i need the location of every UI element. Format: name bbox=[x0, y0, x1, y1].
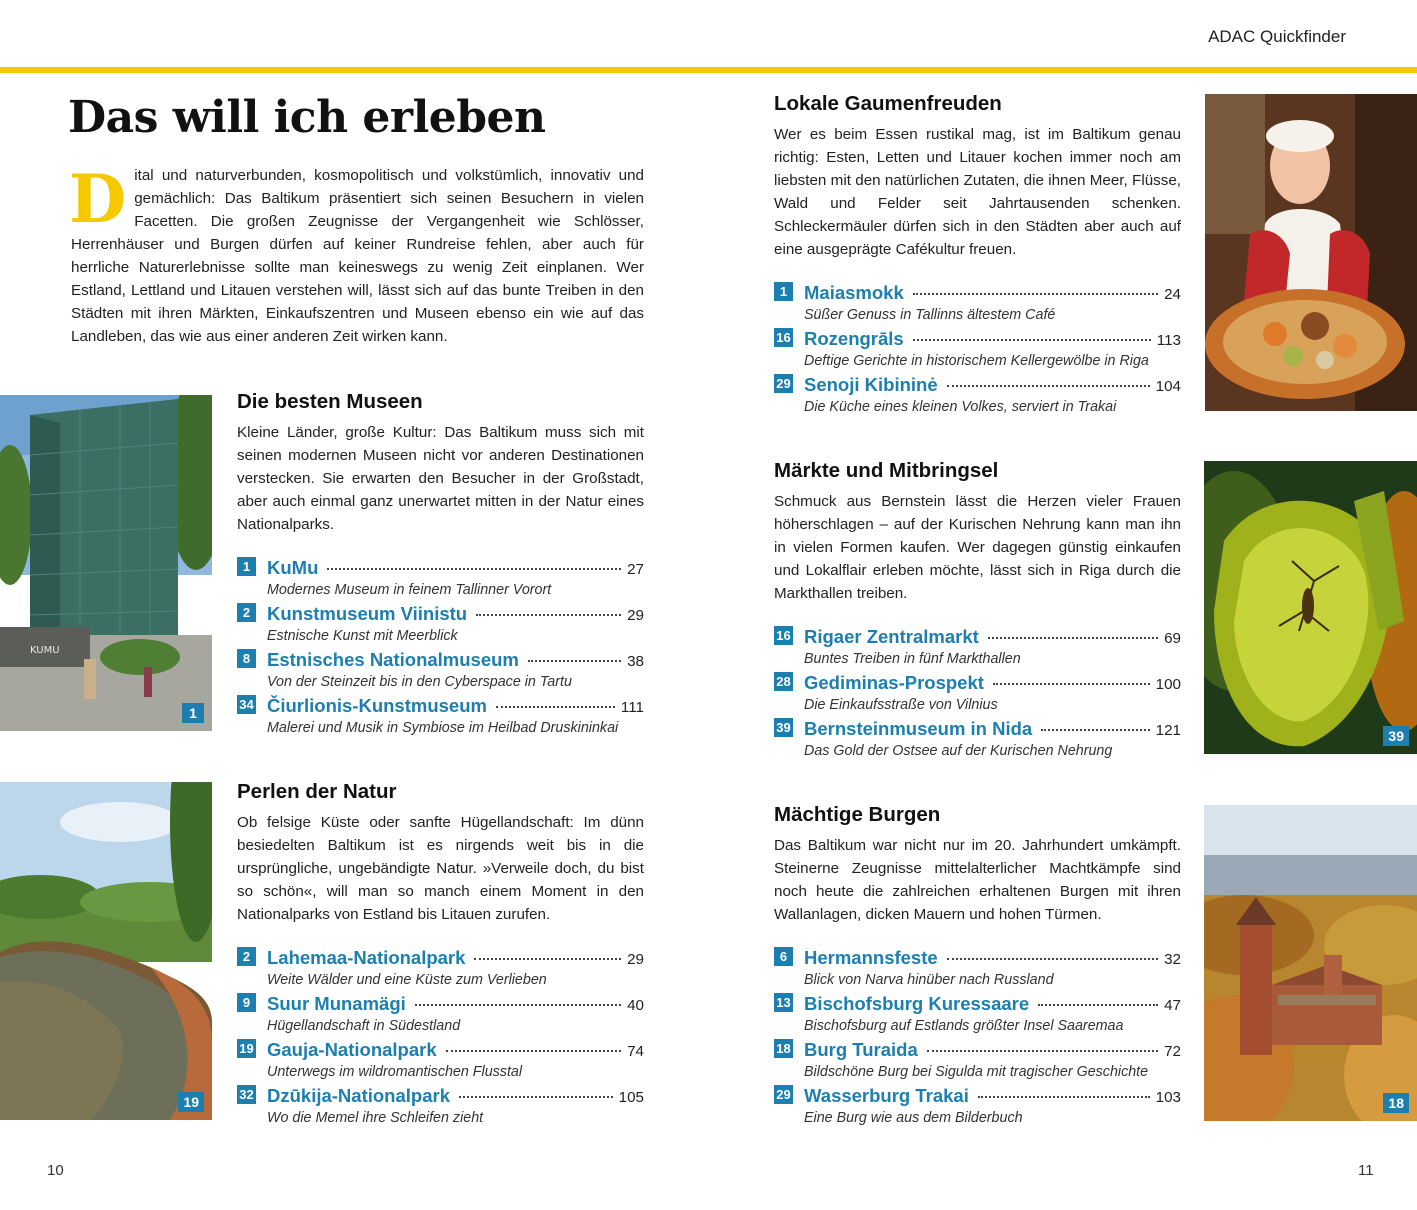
entry-name[interactable]: Suur Munamägi bbox=[267, 993, 406, 1014]
entry-number: 1 bbox=[237, 557, 256, 576]
entry-subtitle: Blick von Narva hinüber nach Russland bbox=[804, 972, 1054, 988]
entry-name[interactable]: Rigaer Zentralmarkt bbox=[804, 626, 979, 647]
leader-dots bbox=[528, 660, 621, 662]
entry-name[interactable]: Gediminas-Prospekt bbox=[804, 672, 984, 693]
entry-number: 28 bbox=[774, 672, 793, 691]
entry-page: 113 bbox=[1156, 332, 1181, 349]
list-item[interactable] bbox=[237, 556, 644, 602]
list-item[interactable] bbox=[774, 992, 1181, 1038]
leader-dots bbox=[474, 958, 621, 960]
entry-number: 19 bbox=[237, 1039, 256, 1058]
entry-page: 104 bbox=[1155, 378, 1181, 395]
entry-subtitle: Bischofsburg auf Estlands größter Insel Saaremaa bbox=[804, 1018, 1124, 1034]
castle-photo-badge: 18 bbox=[1383, 1093, 1409, 1113]
entry-number: 29 bbox=[774, 374, 793, 393]
entry-name[interactable]: Lahemaa-Nationalpark bbox=[267, 947, 466, 968]
entry-page: 29 bbox=[627, 607, 644, 624]
entry-name[interactable]: Dzūkija-Nationalpark bbox=[267, 1085, 450, 1106]
entry-name[interactable]: Hermannsfeste bbox=[804, 947, 938, 968]
entry-number: 9 bbox=[237, 993, 256, 1012]
section-natur bbox=[237, 780, 644, 1130]
intro-paragraph bbox=[69, 160, 644, 348]
leader-dots bbox=[988, 637, 1158, 639]
entry-subtitle: Die Küche eines kleinen Volkes, serviert in Trakai bbox=[804, 399, 1117, 415]
section-description: Schmuck aus Bernstein lässt die Herzen vieler Frauen höherschlagen – auf der Kurischen Nehrung kann man ihn in vielen Formen kaufen. Wer dagegen günstig einkaufen und Lokalflair erleben möchte, lässt sich in Riga durch die Markthallen treiben. bbox=[774, 493, 1181, 602]
entry-subtitle: Von der Steinzeit bis in den Cyberspace in Tartu bbox=[267, 674, 572, 690]
entry-subtitle: Die Einkaufsstraße von Vilnius bbox=[804, 697, 998, 713]
entry-name[interactable]: KuMu bbox=[267, 557, 319, 578]
list-item[interactable] bbox=[237, 1084, 644, 1130]
amber-photo-badge: 39 bbox=[1383, 726, 1409, 746]
leader-dots bbox=[327, 568, 621, 570]
intro-text: ital und naturverbunden, kosmopolitisch und volkstümlich, innovativ und gemächlich: Das Baltikum präsentiert sich seinen Besuchern in vielen Facetten. Die großen Zeugnisse der Vergangenheit wie Schlösser, Herrenhäuser und Burgen dürfen auf keiner Rundreise fehlen, aber auch für herrliche Naturerlebnisse sollte man keineswegs zu wenig Zeit einplanen. Wer Estland, Lettland und Litauen verstehen will, lässt sich auf das bunte Treiben in den Städten mit ihren Märkten, Einkaufszentren und Museen ebenso ein wie auf das Landleben, das wie aus einer anderen Zeit wirken kann. bbox=[71, 167, 644, 345]
entry-subtitle: Das Gold der Ostsee auf der Kurischen Nehrung bbox=[804, 743, 1113, 759]
entry-number: 1 bbox=[774, 282, 793, 301]
section-description: Wer es beim Essen rustikal mag, ist im Baltikum genau richtig: Esten, Letten und Litauer kochen immer noch am liebsten mit den natürlichen Zutaten, die ihnen Meer, Flüsse, Wald und Felder seit Jahrtausenden schenken. Schleckermäuler dürfen sich in den Städten aber auch auf eine ausgeprägte Cafékultur freuen. bbox=[774, 126, 1181, 258]
page-number-left: 10 bbox=[47, 1162, 64, 1179]
section-description: Ob felsige Küste oder sanfte Hügellandschaft: Im dünn besiedelten Baltikum ist es nirgends weit bis in die ursprüngliche, ungebändigte Natur. »Verweile doch, du bist so schön«, will man so manch einem Moment in den Nationalparks von Estland bis Litauen zurufen. bbox=[237, 814, 644, 923]
entry-page: 74 bbox=[627, 1043, 644, 1060]
entry-subtitle: Süßer Genuss in Tallinns ältestem Café bbox=[804, 307, 1056, 323]
entry-list bbox=[774, 946, 1181, 1130]
entry-subtitle: Bildschöne Burg bei Sigulda mit tragischer Geschichte bbox=[804, 1064, 1149, 1080]
entry-name[interactable]: Rozengrāls bbox=[804, 328, 904, 349]
museum-sign: KUMU bbox=[30, 645, 60, 656]
entry-list bbox=[237, 946, 644, 1130]
list-item[interactable] bbox=[237, 648, 644, 694]
entry-subtitle: Deftige Gerichte in historischem Kellergewölbe in Riga bbox=[804, 353, 1149, 369]
entry-name[interactable]: Kunstmuseum Viinistu bbox=[267, 603, 468, 624]
entry-subtitle: Hügellandschaft in Südestland bbox=[267, 1018, 461, 1034]
entry-page: 32 bbox=[1164, 951, 1181, 968]
entry-subtitle: Weite Wälder und eine Küste zum Verlieben bbox=[267, 972, 547, 988]
list-item[interactable] bbox=[237, 694, 644, 740]
section-burgen bbox=[774, 803, 1181, 1130]
section-museen bbox=[237, 390, 644, 740]
entry-page: 47 bbox=[1164, 997, 1181, 1014]
list-item[interactable] bbox=[774, 327, 1181, 373]
entry-subtitle: Modernes Museum in feinem Tallinner Vorort bbox=[267, 582, 552, 598]
list-item[interactable] bbox=[774, 1084, 1181, 1130]
section-description: Kleine Länder, große Kultur: Das Baltikum muss sich mit seinen modernen Museen nicht vor anderen Destinationen verstecken. Sie erwarten den Besucher in der Großstadt, aber auch einmal ganz unerwartet mitten in der Natur eines Nationalparks. bbox=[237, 424, 644, 533]
entry-number: 6 bbox=[774, 947, 793, 966]
list-item[interactable] bbox=[237, 992, 644, 1038]
entry-name[interactable]: Čiurlionis-Kunstmuseum bbox=[267, 695, 487, 716]
food-photo bbox=[1205, 94, 1417, 411]
entry-list bbox=[774, 625, 1181, 763]
list-item[interactable] bbox=[774, 373, 1181, 419]
list-item[interactable] bbox=[237, 946, 644, 992]
entry-number: 2 bbox=[237, 603, 256, 622]
list-item[interactable] bbox=[774, 1038, 1181, 1084]
entry-subtitle: Wo die Memel ihre Schleifen zieht bbox=[267, 1110, 484, 1126]
entry-number: 32 bbox=[237, 1085, 256, 1104]
entry-subtitle: Malerei und Musik in Symbiose im Heilbad Druskininkai bbox=[267, 720, 619, 736]
entry-page: 103 bbox=[1155, 1089, 1181, 1106]
museum-photo-badge: 1 bbox=[182, 703, 204, 723]
leader-dots bbox=[913, 293, 1158, 295]
leader-dots bbox=[913, 339, 1151, 341]
nature-photo bbox=[0, 782, 212, 1120]
entry-name[interactable]: Bischofsburg Kuressaare bbox=[804, 993, 1030, 1014]
entry-number: 2 bbox=[237, 947, 256, 966]
entry-name[interactable]: Bernsteinmuseum in Nida bbox=[804, 718, 1033, 739]
list-item[interactable] bbox=[774, 717, 1181, 763]
leader-dots bbox=[947, 958, 1158, 960]
entry-page: 105 bbox=[618, 1089, 644, 1106]
entry-number: 8 bbox=[237, 649, 256, 668]
list-item[interactable] bbox=[237, 1038, 644, 1084]
list-item[interactable] bbox=[774, 671, 1181, 717]
entry-page: 27 bbox=[627, 561, 644, 578]
leader-dots bbox=[1038, 1004, 1158, 1006]
leader-dots bbox=[459, 1096, 613, 1098]
entry-number: 34 bbox=[237, 695, 256, 714]
page-number-right: 11 bbox=[1358, 1162, 1374, 1179]
leader-dots bbox=[476, 614, 621, 616]
section-title: Lokale Gaumenfreuden bbox=[774, 92, 1002, 115]
list-item[interactable] bbox=[774, 625, 1181, 671]
entry-page: 38 bbox=[627, 653, 644, 670]
entry-page: 24 bbox=[1164, 286, 1181, 303]
leader-dots bbox=[927, 1050, 1158, 1052]
yellow-rule bbox=[0, 67, 1417, 73]
castle-photo bbox=[1204, 805, 1417, 1121]
leader-dots bbox=[415, 1004, 621, 1006]
section-title: Märkte und Mitbringsel bbox=[774, 459, 999, 482]
leader-dots bbox=[993, 683, 1150, 685]
list-item[interactable] bbox=[237, 602, 644, 648]
nature-photo-badge: 19 bbox=[178, 1092, 204, 1112]
list-item[interactable] bbox=[774, 946, 1181, 992]
section-title: Perlen der Natur bbox=[237, 780, 397, 803]
entry-name[interactable]: Maiasmokk bbox=[804, 282, 904, 303]
entry-page: 69 bbox=[1164, 630, 1181, 647]
entry-page: 121 bbox=[1155, 722, 1181, 739]
leader-dots bbox=[947, 385, 1150, 387]
entry-name[interactable]: Burg Turaida bbox=[804, 1039, 918, 1060]
amber-photo bbox=[1204, 461, 1417, 754]
entry-subtitle: Buntes Treiben in fünf Markthallen bbox=[804, 651, 1021, 667]
leader-dots bbox=[978, 1096, 1150, 1098]
entry-page: 100 bbox=[1155, 676, 1181, 693]
entry-number: 13 bbox=[774, 993, 793, 1012]
section-maerkte bbox=[774, 459, 1181, 763]
entry-page: 29 bbox=[627, 951, 644, 968]
header-label: ADAC Quickfinder bbox=[1208, 27, 1346, 46]
section-title: Mächtige Burgen bbox=[774, 803, 941, 826]
entry-page: 111 bbox=[620, 699, 644, 716]
entry-list bbox=[237, 556, 644, 740]
entry-name[interactable]: Wasserburg Trakai bbox=[804, 1085, 969, 1106]
entry-number: 29 bbox=[774, 1085, 793, 1104]
entry-name[interactable]: Estnisches Nationalmuseum bbox=[267, 649, 519, 670]
entry-subtitle: Eine Burg wie aus dem Bilderbuch bbox=[804, 1110, 1023, 1126]
leader-dots bbox=[1041, 729, 1149, 731]
entry-name[interactable]: Gauja-Nationalpark bbox=[267, 1039, 437, 1060]
section-description: Das Baltikum war nicht nur im 20. Jahrhundert umkämpft. Steinerne Zeugnisse mittelalterlicher Machtkämpfe sind noch heute die zahlreichen erhaltenen Burgen mit ihren Wallanlagen, dicken Mauern und hohen Türmen. bbox=[774, 837, 1181, 923]
entry-number: 39 bbox=[774, 718, 793, 737]
leader-dots bbox=[496, 706, 615, 708]
section-title: Die besten Museen bbox=[237, 390, 423, 413]
entry-subtitle: Unterwegs im wildromantischen Flusstal bbox=[267, 1064, 523, 1080]
entry-number: 16 bbox=[774, 626, 793, 645]
entry-name[interactable]: Senoji Kibininė bbox=[804, 374, 938, 395]
entry-page: 40 bbox=[627, 997, 644, 1014]
page-title: Das will ich erleben bbox=[68, 92, 546, 143]
leader-dots bbox=[446, 1050, 621, 1052]
entry-number: 16 bbox=[774, 328, 793, 347]
list-item[interactable] bbox=[774, 281, 1181, 327]
dropcap: D bbox=[69, 160, 127, 238]
entry-subtitle: Estnische Kunst mit Meerblick bbox=[267, 628, 458, 644]
section-gaumen bbox=[774, 92, 1181, 419]
entry-number: 18 bbox=[774, 1039, 793, 1058]
museum-photo bbox=[0, 395, 212, 731]
entry-list bbox=[774, 281, 1181, 419]
entry-page: 72 bbox=[1164, 1043, 1181, 1060]
